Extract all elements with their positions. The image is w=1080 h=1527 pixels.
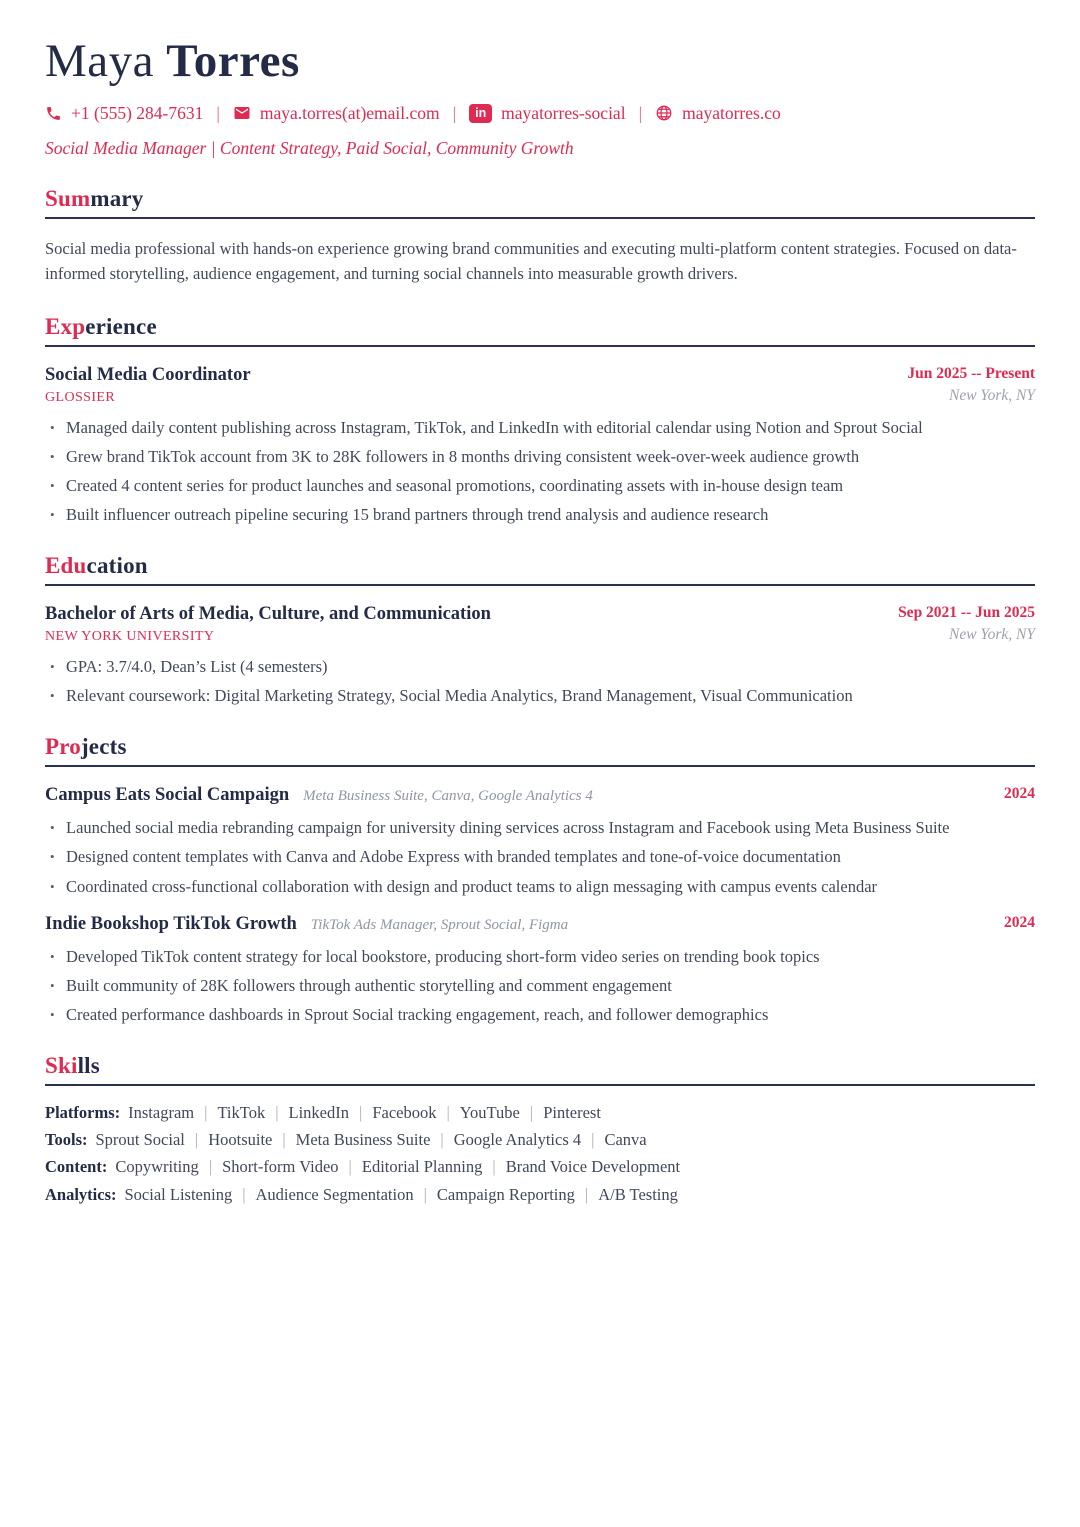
entry-right bbox=[1004, 785, 1035, 803]
email-address[interactable]: maya.torres(at)email.com bbox=[259, 102, 440, 123]
heading-rest: jects bbox=[80, 734, 127, 760]
separator: | bbox=[638, 102, 643, 123]
project-name: Campus Eats Social Campaign bbox=[45, 785, 290, 806]
heading-rest: mary bbox=[90, 185, 144, 211]
bullet-item: • Created performance dashboards in Sprout Social tracking engagement, reach, and follower demographics bbox=[49, 1003, 1035, 1026]
phone-number[interactable]: +1 (555) 284-7631 bbox=[71, 102, 204, 123]
project-entry bbox=[45, 914, 1035, 1026]
education-section bbox=[45, 553, 1035, 707]
bullet-item: • Designed content templates with Canva and Adobe Express with branded templates and tone-of-voice documentation bbox=[49, 845, 1035, 868]
bullet-item: • Managed daily content publishing across Instagram, TikTok, and LinkedIn with editorial calendar using Notion and Sprout Social bbox=[49, 416, 1035, 439]
entry-header bbox=[45, 785, 1035, 806]
separator: | bbox=[282, 1130, 286, 1150]
separator: | bbox=[204, 1102, 208, 1122]
entry-header bbox=[45, 365, 1035, 406]
heading-rest: erience bbox=[85, 313, 157, 339]
skill-item: Google Analytics 4 bbox=[453, 1130, 582, 1150]
heading-accent: Sum bbox=[45, 185, 91, 211]
skill-row-analytics bbox=[45, 1184, 1035, 1206]
skill-item: LinkedIn bbox=[288, 1102, 349, 1122]
entry-left bbox=[45, 604, 491, 645]
bullet-item: • Built community of 28K followers through authentic storytelling and comment engagement bbox=[49, 974, 1035, 997]
skill-item: Short-form Video bbox=[222, 1157, 339, 1177]
skill-item: A/B Testing bbox=[598, 1184, 678, 1204]
first-name: Maya bbox=[45, 35, 155, 87]
skill-item: Campaign Reporting bbox=[436, 1184, 575, 1204]
separator: | bbox=[529, 1102, 534, 1122]
skill-items bbox=[128, 1103, 601, 1122]
project-year: 2024 bbox=[1004, 913, 1035, 931]
resume-header bbox=[45, 36, 1035, 159]
separator: | bbox=[452, 102, 457, 123]
website-url[interactable]: mayatorres.co bbox=[682, 102, 781, 123]
skill-item: Meta Business Suite bbox=[295, 1130, 431, 1150]
bullet-item: • Launched social media rebranding campaign for university dining services across Instagram and Facebook using Meta Business Suite bbox=[49, 816, 1035, 839]
projects-section bbox=[45, 734, 1035, 1026]
experience-section bbox=[45, 314, 1035, 526]
summary-text: Social media professional with hands-on experience growing brand communities and executing multi-platform content strategies. Focused on data-informed storytelling, audience engagement, and turning social channels into measurable growth drivers. bbox=[45, 238, 1017, 284]
heading-rest: lls bbox=[77, 1052, 100, 1078]
entry-right bbox=[898, 604, 1035, 644]
skill-item: TikTok bbox=[217, 1102, 266, 1122]
degree-title: Bachelor of Arts of Media, Culture, and Communication bbox=[45, 604, 491, 625]
skill-item: Facebook bbox=[372, 1102, 437, 1122]
project-entry bbox=[45, 785, 1035, 897]
skill-row-tools bbox=[45, 1129, 1035, 1151]
summary-section bbox=[45, 186, 1035, 287]
skill-items bbox=[96, 1130, 647, 1149]
skill-label: Platforms: bbox=[45, 1102, 121, 1122]
skills-section bbox=[45, 1053, 1035, 1206]
skill-item: Canva bbox=[604, 1130, 647, 1150]
skill-item: Hootsuite bbox=[208, 1130, 273, 1150]
separator: | bbox=[348, 1157, 352, 1177]
separator: | bbox=[492, 1157, 496, 1177]
entry-left bbox=[45, 365, 251, 406]
bullet-item: • GPA: 3.7/4.0, Dean’s List (4 semesters) bbox=[49, 655, 1035, 678]
entry-left bbox=[45, 785, 593, 806]
heading-accent: Edu bbox=[45, 553, 87, 579]
tagline: Social Media Manager | Content Strategy, Paid Social, Community Growth bbox=[45, 137, 574, 158]
skill-items bbox=[125, 1185, 678, 1204]
bullet-item: • Coordinated cross-functional collaboration with design and product teams to align messaging with campus events calendar bbox=[49, 875, 1035, 898]
job-location: New York, NY bbox=[949, 386, 1035, 404]
contact-row bbox=[45, 103, 1035, 124]
separator: | bbox=[242, 1184, 246, 1204]
heading-accent: Pro bbox=[45, 734, 81, 760]
skill-label: Content: bbox=[45, 1157, 108, 1177]
project-year: 2024 bbox=[1004, 785, 1035, 803]
separator: | bbox=[423, 1184, 427, 1204]
skill-item: YouTube bbox=[459, 1102, 520, 1122]
skill-item: Sprout Social bbox=[95, 1130, 185, 1150]
phone-contact[interactable] bbox=[45, 103, 203, 124]
skill-label: Analytics: bbox=[45, 1184, 117, 1204]
skill-row-platforms bbox=[45, 1102, 1035, 1124]
candidate-name bbox=[45, 36, 1035, 88]
education-entry bbox=[45, 604, 1035, 707]
email-contact[interactable] bbox=[233, 103, 440, 124]
separator: | bbox=[194, 1130, 199, 1150]
experience-entry bbox=[45, 365, 1035, 526]
project-bullets bbox=[45, 945, 1035, 1026]
bullet-item: • Developed TikTok content strategy for local bookstore, producing short-form video series on trending book topics bbox=[49, 945, 1035, 968]
entry-header bbox=[45, 914, 1035, 935]
job-dates: Jun 2025 -- Present bbox=[907, 364, 1035, 382]
company-name: GLOSSIER bbox=[45, 389, 116, 405]
separator: | bbox=[359, 1102, 363, 1122]
globe-icon bbox=[655, 104, 673, 122]
education-dates: Sep 2021 -- Jun 2025 bbox=[898, 604, 1035, 622]
entry-left bbox=[45, 914, 568, 935]
website-contact[interactable] bbox=[655, 103, 781, 124]
skill-item: Editorial Planning bbox=[361, 1157, 483, 1177]
project-bullets bbox=[45, 816, 1035, 897]
project-tools: TikTok Ads Manager, Sprout Social, Figma bbox=[310, 916, 569, 933]
project-name: Indie Bookshop TikTok Growth bbox=[45, 913, 297, 934]
bullet-item: • Built influencer outreach pipeline securing 15 brand partners through trend analysis and audience research bbox=[49, 503, 1035, 526]
heading-accent: Exp bbox=[45, 313, 86, 339]
skill-item: Brand Voice Development bbox=[505, 1157, 681, 1177]
education-bullets bbox=[45, 655, 1035, 707]
separator: | bbox=[591, 1130, 595, 1150]
bullet-item: • Created 4 content series for product launches and seasonal promotions, coordinating assets with in-house design team bbox=[49, 474, 1035, 497]
separator: | bbox=[275, 1102, 279, 1122]
skills-heading bbox=[45, 1053, 1035, 1086]
linkedin-contact[interactable] bbox=[469, 103, 625, 124]
separator: | bbox=[446, 1102, 450, 1122]
skill-row-content bbox=[45, 1156, 1035, 1178]
skills-block bbox=[45, 1102, 1035, 1206]
project-tools: Meta Business Suite, Canva, Google Analytics 4 bbox=[303, 788, 593, 805]
linkedin-handle[interactable]: mayatorres-social bbox=[501, 102, 626, 123]
separator: | bbox=[440, 1130, 444, 1150]
skill-label: Tools: bbox=[45, 1130, 88, 1150]
skill-item: Pinterest bbox=[543, 1102, 601, 1122]
skill-items bbox=[115, 1157, 680, 1176]
entry-right bbox=[1004, 914, 1035, 932]
separator: | bbox=[584, 1184, 589, 1204]
job-bullets bbox=[45, 416, 1035, 526]
bullet-item: • Relevant coursework: Digital Marketing Strategy, Social Media Analytics, Brand Management, Visual Communication bbox=[49, 684, 1035, 707]
separator: | bbox=[216, 102, 220, 123]
heading-accent: Ski bbox=[45, 1052, 78, 1078]
last-name: Torres bbox=[166, 35, 300, 87]
school-name: NEW YORK UNIVERSITY bbox=[45, 629, 215, 645]
phone-icon bbox=[45, 105, 62, 122]
summary-heading bbox=[45, 186, 1035, 219]
education-location: New York, NY bbox=[949, 626, 1035, 644]
separator: | bbox=[208, 1157, 213, 1177]
entry-header bbox=[45, 604, 1035, 645]
heading-rest: cation bbox=[86, 553, 148, 579]
skill-item: Audience Segmentation bbox=[255, 1184, 414, 1204]
education-heading bbox=[45, 553, 1035, 586]
skill-item: Copywriting bbox=[115, 1157, 199, 1177]
entry-right bbox=[907, 365, 1035, 405]
job-title: Social Media Coordinator bbox=[45, 364, 251, 385]
bullet-item: • Grew brand TikTok account from 3K to 28K followers in 8 months driving consistent week-over-week audience growth bbox=[49, 445, 1035, 468]
projects-heading bbox=[45, 734, 1035, 767]
skill-item: Social Listening bbox=[124, 1184, 233, 1204]
experience-heading bbox=[45, 314, 1035, 347]
email-icon bbox=[233, 104, 251, 122]
skill-item: Instagram bbox=[128, 1102, 195, 1122]
linkedin-icon: in bbox=[469, 104, 492, 123]
